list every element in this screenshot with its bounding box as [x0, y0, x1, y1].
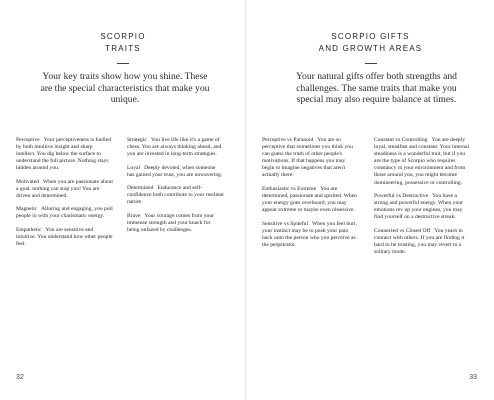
- trait-text: Your perceptiveness is fuelled by both intuitive insight and sharp intellect. You dig below the surface to understand the full picture. Nothing stays hidden around you.: [16, 137, 111, 172]
- left-page: [0, 0, 246, 400]
- trait-text: Alluring and engaging, you pull people in with your charismatic energy.: [16, 206, 113, 220]
- heading-line: SCORPIO GIFTS: [331, 32, 410, 41]
- gifts-column-2: [374, 137, 471, 262]
- trait-term: Empathetic: [16, 226, 42, 233]
- heading-line: TRAITS: [105, 44, 141, 53]
- trait-text: When you are passionate about a goal, nothing can stop you! You are driven and determined.: [16, 178, 113, 199]
- gift-text: You yearn to connect with others. If you are finding it hard to be trusting, you may revert to a solitary mode.: [374, 227, 465, 255]
- divider-rule: [117, 63, 129, 64]
- gift-term: Perceptive vs Paranoid: [262, 137, 314, 143]
- heading-line: SCORPIO: [100, 32, 146, 41]
- trait-entry: [127, 165, 224, 179]
- gift-entry: [374, 137, 471, 187]
- page-number: 32: [16, 374, 24, 381]
- trait-term: Perceptive: [16, 137, 40, 143]
- trait-term: Brave: [127, 212, 141, 219]
- page-heading: [247, 31, 494, 55]
- gift-text: You have a strong and powerful energy. When your emotions rev up your engines, you may find yourself on a destructive streak.: [374, 192, 463, 221]
- gift-text: When you feel hurt, your instinct may be to push your pain back onto the person who you perceive as the perpetrator.: [262, 220, 357, 248]
- trait-text: Your courage comes from your immense strength and your knack for being unfazed by challenges.: [127, 212, 215, 233]
- page-number: 33: [469, 374, 477, 381]
- page-heading: [0, 31, 246, 55]
- trait-text: You are sensitive and intuitive. You understand how other people feel.: [16, 226, 113, 248]
- trait-text: You live life like it's a game of chess. You are always thinking ahead, and you are invested in long-term strategies.: [127, 137, 222, 158]
- trait-entry: [16, 227, 113, 248]
- gift-text: You are deeply loyal, steadfast and constant. Your internal steadiness is a wonderful trait, but if you are the type of Scorpio who requires constancy in your environment and from those around you, you might become domineering, possessive or controlling.: [374, 137, 470, 186]
- traits-column-2: [127, 137, 224, 240]
- trait-term: Strategic: [127, 137, 147, 143]
- trait-entry: [127, 185, 224, 206]
- trait-term: Motivated: [16, 178, 39, 185]
- gift-term: Connected vs Closed Off: [374, 227, 431, 234]
- traits-column-1: [16, 137, 113, 254]
- gift-term: Constant vs Controlling: [374, 137, 428, 143]
- trait-term: Magnetic: [16, 206, 38, 213]
- gifts-column-1: [262, 137, 359, 255]
- right-page: [247, 0, 494, 400]
- trait-text: Deeply devoted, when someone has gained your trust, you are unwavering.: [127, 164, 223, 178]
- gift-term: Enthusiastic vs Extreme: [262, 185, 317, 192]
- trait-entry: [127, 213, 224, 234]
- intro-text: Your key traits show how you shine. These are the special characteristics that make you unique.: [40, 71, 210, 106]
- gift-text: You are so perceptive that sometimes you think you can guess the truth of other people's motivations. If that happens you may begin to imagine negatives that aren't actually there.: [262, 137, 353, 179]
- gift-text: You are determined, passionate and spirited. When your energy goes overboard, you may appear extreme or maybe even obsessive.: [262, 185, 357, 214]
- gift-entry: [262, 186, 359, 214]
- trait-entry: [127, 137, 224, 158]
- divider-rule: [365, 63, 377, 64]
- intro-text: Your natural gifts offer both strengths and challenges. The same traits that make you special may also require balance at times.: [296, 71, 457, 106]
- trait-entry: [16, 137, 113, 172]
- gift-entry: [262, 137, 359, 180]
- gift-entry: [374, 228, 471, 256]
- gift-entry: [374, 193, 471, 221]
- trait-term: Loyal: [127, 164, 141, 171]
- trait-entry: [16, 179, 113, 200]
- trait-text: Endurance and self-confidence both contribute to your resilient nature.: [127, 185, 224, 206]
- gift-term: Powerful vs Destructive: [374, 192, 429, 199]
- trait-term: Determined: [127, 185, 154, 192]
- gift-term: Sensitive vs Spiteful: [262, 220, 308, 227]
- gift-entry: [262, 221, 359, 249]
- trait-entry: [16, 206, 113, 220]
- heading-line: AND GROWTH AREAS: [318, 44, 423, 53]
